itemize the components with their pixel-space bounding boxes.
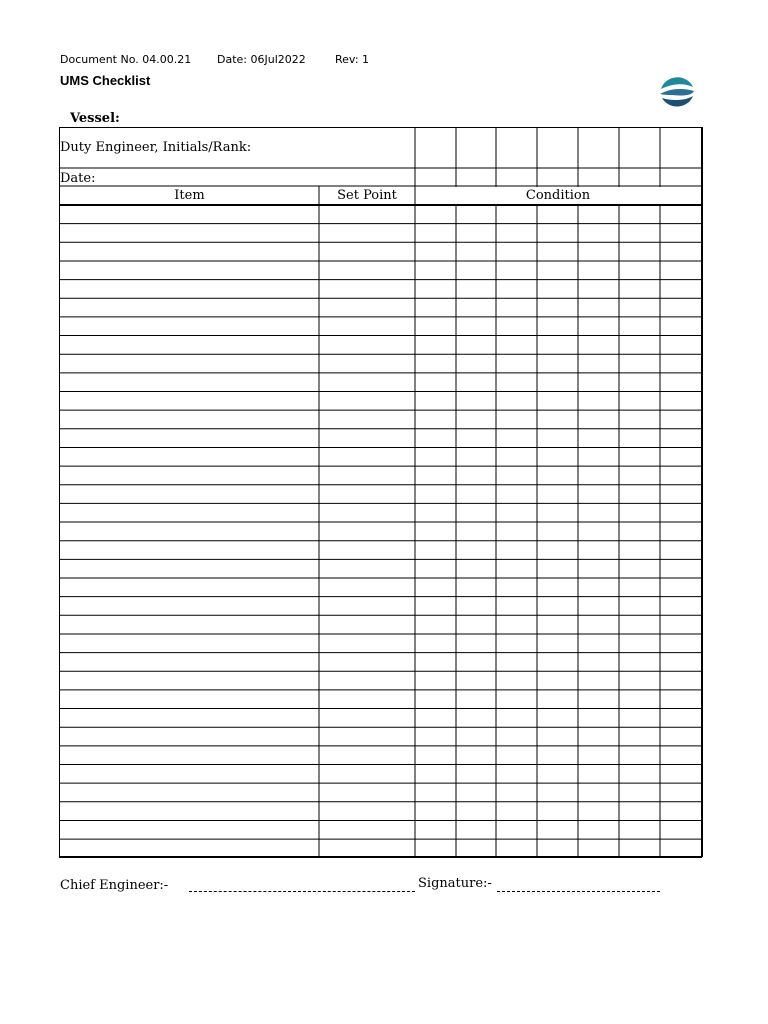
document-revision: Rev: 1 bbox=[335, 53, 370, 66]
chief-engineer-label: Chief Engineer:- bbox=[60, 878, 169, 893]
page-title: UMS Checklist bbox=[60, 73, 151, 88]
duty-engineer-label: Duty Engineer, Initials/Rank: bbox=[60, 140, 252, 155]
checklist-grid bbox=[59, 127, 703, 858]
signature-label: Signature:- bbox=[418, 876, 492, 891]
date-label: Date: bbox=[60, 171, 96, 186]
signature-line[interactable] bbox=[497, 891, 660, 892]
document-number: Document No. 04.00.21 bbox=[60, 53, 192, 66]
column-header-item: Item bbox=[174, 188, 205, 203]
vessel-label: Vessel: bbox=[70, 111, 120, 126]
company-logo bbox=[659, 75, 695, 109]
column-header-condition: Condition bbox=[525, 188, 591, 203]
document-date: Date: 06Jul2022 bbox=[217, 53, 306, 66]
column-header-set-point: Set Point bbox=[337, 188, 397, 203]
chief-engineer-line[interactable] bbox=[189, 891, 415, 892]
